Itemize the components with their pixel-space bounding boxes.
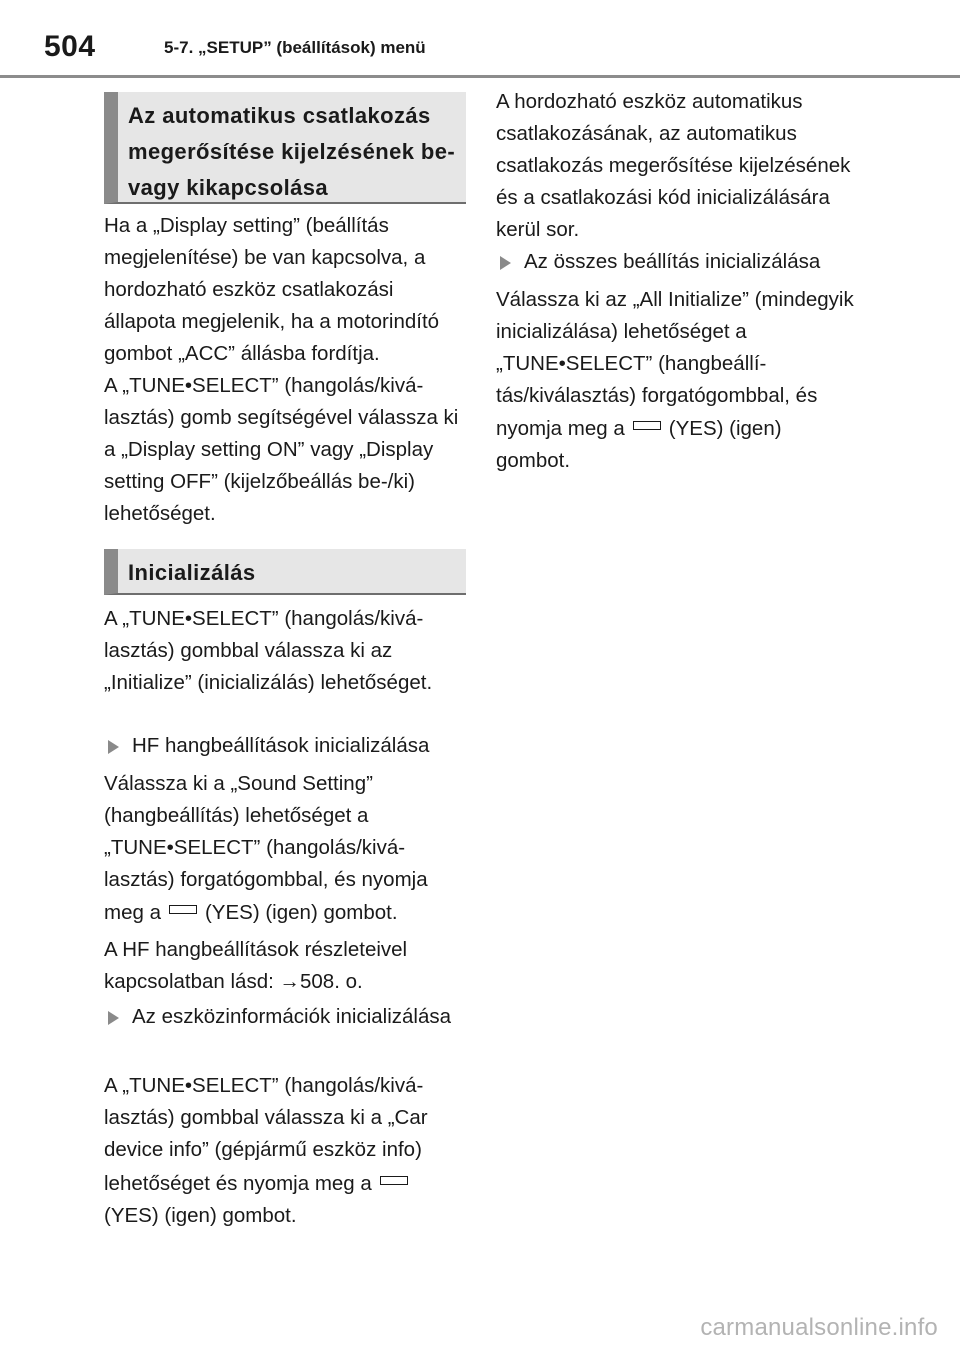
paragraph-initialize: A „TUNE•SELECT” (hangolás/kiválasztás) gombbal válassza ki az „Initialize” (inicializálás) lehetőséget. bbox=[104, 607, 433, 694]
section-title: 5-7. „SETUP” (beállítások) menü bbox=[164, 38, 426, 57]
yes-button-icon bbox=[169, 905, 197, 914]
paragraph-display-setting: Ha a „Display setting” (beállítás megjelenítése) be van kapcsolva, a hordozható eszköz csatlakozási állapota megjelenik, ha a motorindító gombot „ACC” állásba fordítja. bbox=[104, 214, 440, 365]
bullet-all-initialize-label: Az összes beállítás inicializálása bbox=[524, 250, 821, 273]
yes-button-icon bbox=[380, 1176, 408, 1185]
paragraph-hf-reference: A HF hangbeállítások részleteivel kapcsolatban lásd: →508. o. bbox=[104, 938, 408, 993]
bullet-hf-sound-label: HF hangbeállítások inicializálása bbox=[132, 734, 430, 757]
paragraph-press-yes-2 bbox=[104, 1168, 466, 1232]
paragraph-press-yes-3 bbox=[496, 413, 858, 477]
press-yes-3-pre: nyomja meg a bbox=[496, 417, 625, 440]
heading-auto-connect: Az automatikus csatlakozás megerősítése kijelzésének be- vagy kikapcsolása bbox=[128, 103, 456, 200]
press-yes-2-post: (YES) (igen) gombot. bbox=[104, 1204, 297, 1227]
paragraph-all-initialize: Válassza ki az „All Initialize” (mindegyik inicializálása) lehetőséget a „TUNE•SELECT” (hangbeállítás/kiválasztás) forgatógombbal, és bbox=[496, 288, 854, 407]
heading-initialize: Inicializálás bbox=[128, 560, 256, 585]
press-yes-1-pre: meg a bbox=[104, 901, 161, 924]
triangle-bullet-icon bbox=[108, 1011, 119, 1025]
triangle-bullet-icon bbox=[500, 256, 511, 270]
paragraph-press-yes-1 bbox=[104, 897, 466, 929]
page-number: 504 bbox=[44, 30, 96, 63]
paragraph-car-device-info: A „TUNE•SELECT” (hangolás/kiválasztás) gombbal válassza ki a „Car device info” (gépjármű eszköz info) bbox=[104, 1074, 428, 1161]
paragraph-sound-setting: Válassza ki a „Sound Setting” (hangbeállítás) lehetőséget a „TUNE•SELECT” (hangolás/kiválasztás) forgatógombbal, és nyomja bbox=[104, 772, 428, 891]
heading-box-initialize bbox=[104, 549, 466, 595]
watermark: carmanualsonline.info bbox=[700, 1314, 938, 1341]
bullet-device-info bbox=[104, 1001, 466, 1033]
yes-button-icon bbox=[633, 421, 661, 430]
heading-box-auto-connect bbox=[104, 92, 466, 204]
paragraph-tune-select-display: A „TUNE•SELECT” (hangolás/kiválasztás) gomb segítségével válassza ki a „Display setting ON” vagy „Display setting OFF” (kijelzőbeállás be-/ki) lehetőséget. bbox=[104, 374, 459, 525]
header-divider bbox=[0, 75, 960, 78]
triangle-bullet-icon bbox=[108, 740, 119, 754]
page-header bbox=[0, 0, 960, 80]
bullet-all-initialize bbox=[496, 246, 858, 278]
bullet-device-info-label: Az eszközinformációk inicializálása bbox=[132, 1005, 452, 1028]
press-yes-2-pre: lehetőséget és nyomja meg a bbox=[104, 1172, 372, 1195]
press-yes-3-post: (YES) (igen) gombot. bbox=[496, 417, 782, 472]
press-yes-1-post: (YES) (igen) gombot. bbox=[204, 901, 398, 924]
bullet-hf-sound bbox=[104, 730, 466, 762]
paragraph-auto-connect-init: A hordozható eszköz automatikus csatlakozásának, az automatikus csatlakozás megerősítése kijelzésének és a csatlakozási kód inicializálására kerül sor. bbox=[496, 90, 851, 241]
